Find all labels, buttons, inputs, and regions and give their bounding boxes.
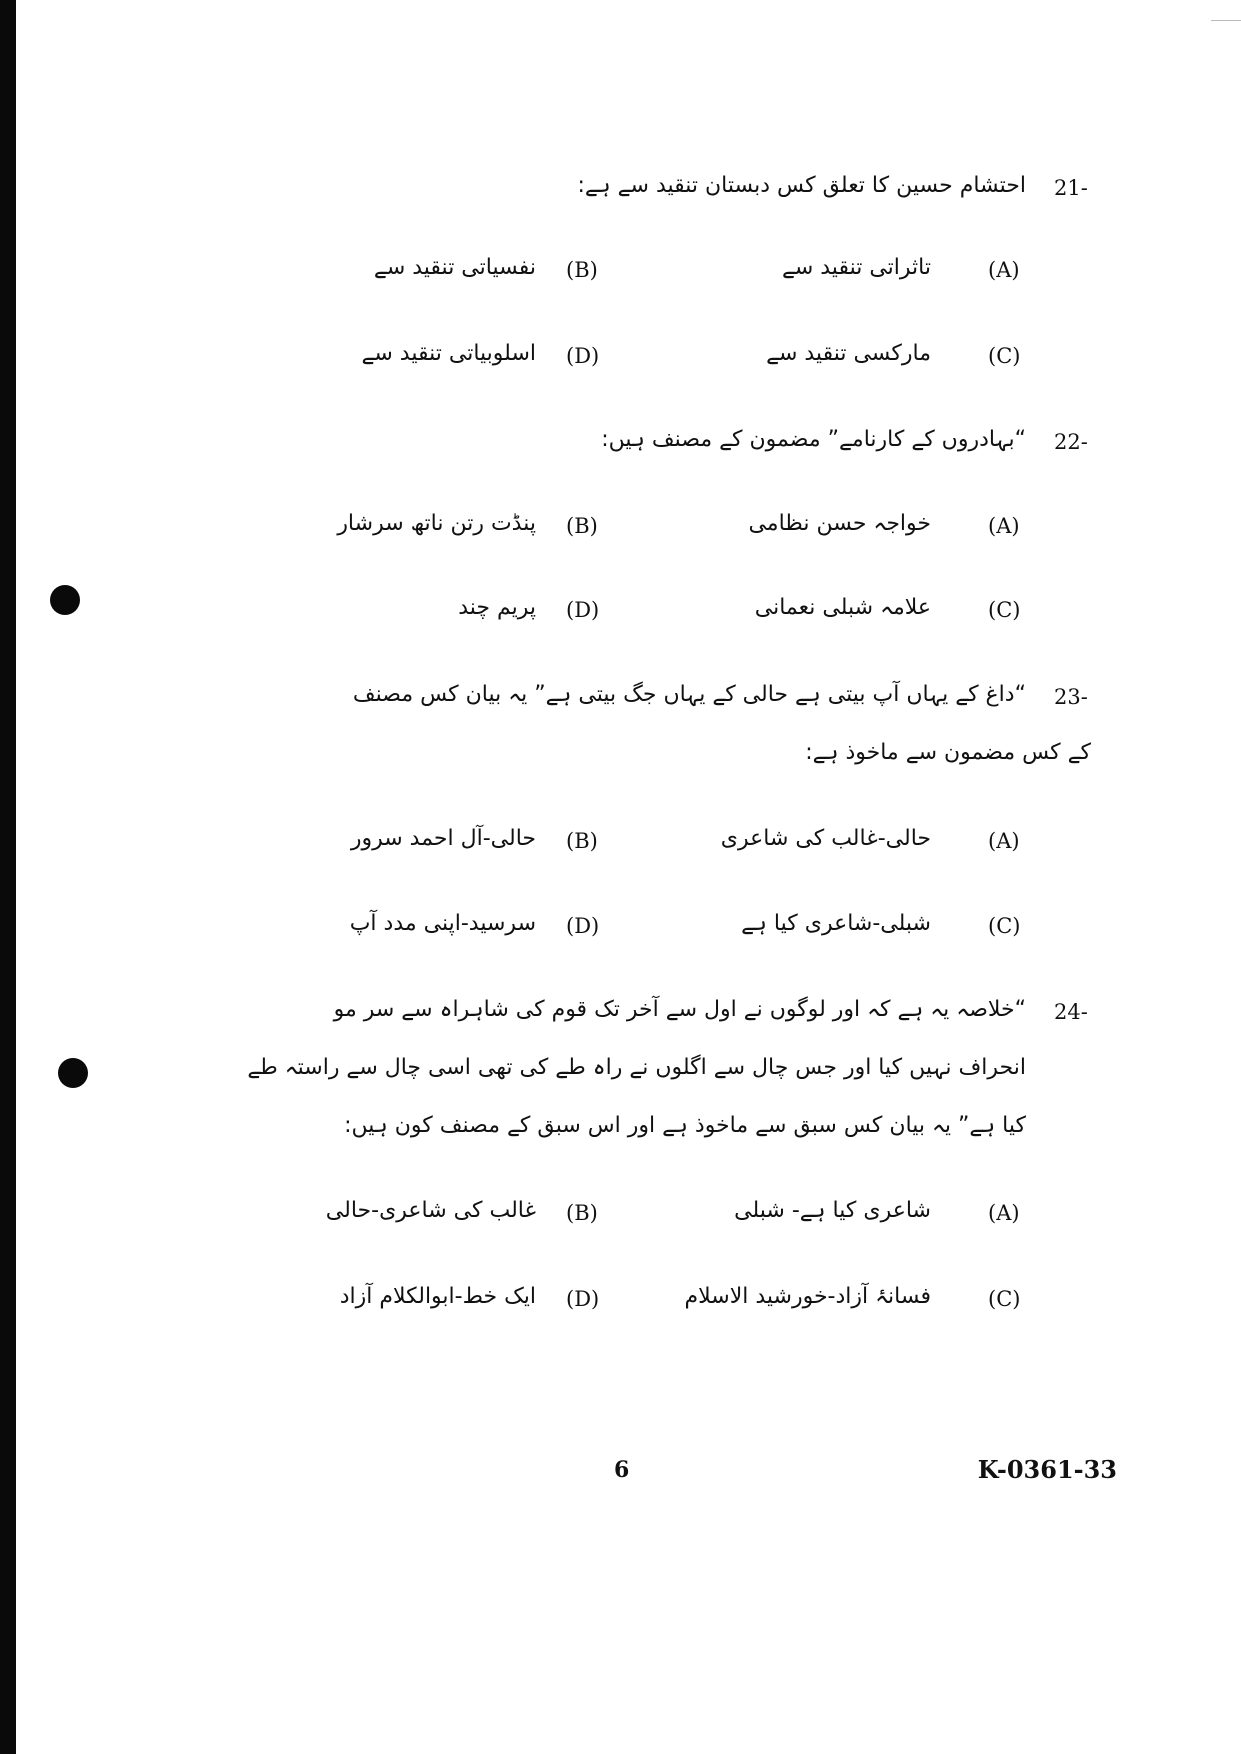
question-text-line-3: کیا ہے” یہ بیان کس سبق سے ماخوذ ہے اور اس سبق کے مصنف کون ہیں: bbox=[344, 1113, 1026, 1138]
question-number: 24- bbox=[1054, 1000, 1088, 1024]
option-label-c: (C) bbox=[988, 1287, 1021, 1311]
option-label-b: (B) bbox=[566, 514, 598, 538]
option-text-a: شاعری کیا ہے- شبلی bbox=[734, 1198, 931, 1223]
question-text-line-1: “داغ کے یہاں آپ بیتی ہے حالی کے یہاں جگ بیتی ہے” یہ بیان کس مصنف bbox=[352, 682, 1026, 707]
question-text: احتشام حسین کا تعلق کس دبستان تنقید سے ہے: bbox=[577, 173, 1026, 198]
option-text-c: فسانۂ آزاد-خورشید الاسلام bbox=[684, 1284, 931, 1309]
paper-code: K-0361-33 bbox=[977, 1455, 1117, 1484]
option-text-d: ایک خط-ابوالکلام آزاد bbox=[339, 1284, 536, 1309]
option-text-b: پنڈت رتن ناتھ سرشار bbox=[337, 511, 536, 536]
option-label-a: (A) bbox=[988, 829, 1020, 853]
option-text-b: غالب کی شاعری-حالی bbox=[325, 1198, 536, 1223]
option-label-c: (C) bbox=[988, 598, 1021, 622]
option-label-b: (B) bbox=[566, 1201, 598, 1225]
scan-edge-left bbox=[0, 0, 16, 1754]
punch-hole-bottom bbox=[58, 1058, 88, 1088]
question-text-line-2: انحراف نہیں کیا اور جس چال سے اگلوں نے راہ طے کی تھی اسی چال سے راستہ طے bbox=[247, 1055, 1026, 1080]
option-text-a: خواجہ حسن نظامی bbox=[748, 511, 931, 536]
question-number: 22- bbox=[1054, 430, 1088, 454]
scan-edge-top-right bbox=[1211, 0, 1241, 21]
option-text-b: حالی-آل احمد سرور bbox=[350, 826, 536, 851]
option-text-a: حالی-غالب کی شاعری bbox=[720, 826, 931, 851]
option-text-d: پریم چند bbox=[458, 595, 536, 620]
option-text-c: مارکسی تنقید سے bbox=[766, 341, 931, 366]
option-label-c: (C) bbox=[988, 914, 1021, 938]
option-label-a: (A) bbox=[988, 1201, 1020, 1225]
question-number: 21- bbox=[1054, 176, 1088, 200]
punch-hole-top bbox=[50, 585, 80, 615]
question-text: “بہادروں کے کارنامے” مضمون کے مصنف ہیں: bbox=[601, 427, 1026, 452]
option-label-a: (A) bbox=[988, 514, 1020, 538]
option-label-d: (D) bbox=[566, 344, 600, 368]
question-text-line-1: “خلاصہ یہ ہے کہ اور لوگوں نے اول سے آخر تک قوم کی شاہراہ سے سر مو bbox=[333, 997, 1026, 1022]
question-number: 23- bbox=[1054, 685, 1088, 709]
option-text-d: اسلوبیاتی تنقید سے bbox=[361, 341, 536, 366]
option-label-d: (D) bbox=[566, 598, 600, 622]
option-label-b: (B) bbox=[566, 258, 598, 282]
option-label-c: (C) bbox=[988, 344, 1021, 368]
option-text-a: تاثراتی تنقید سے bbox=[781, 255, 931, 280]
option-text-b: نفسیاتی تنقید سے bbox=[373, 255, 536, 280]
option-label-a: (A) bbox=[988, 258, 1020, 282]
option-label-d: (D) bbox=[566, 914, 600, 938]
option-label-b: (B) bbox=[566, 829, 598, 853]
option-text-d: سرسید-اپنی مدد آپ bbox=[349, 911, 536, 936]
page-number: 6 bbox=[614, 1457, 630, 1483]
question-text-line-2: کے کس مضمون سے ماخوذ ہے: bbox=[805, 740, 1091, 765]
option-label-d: (D) bbox=[566, 1287, 600, 1311]
option-text-c: شبلی-شاعری کیا ہے bbox=[741, 911, 931, 936]
option-text-c: علامہ شبلی نعمانی bbox=[754, 595, 931, 620]
